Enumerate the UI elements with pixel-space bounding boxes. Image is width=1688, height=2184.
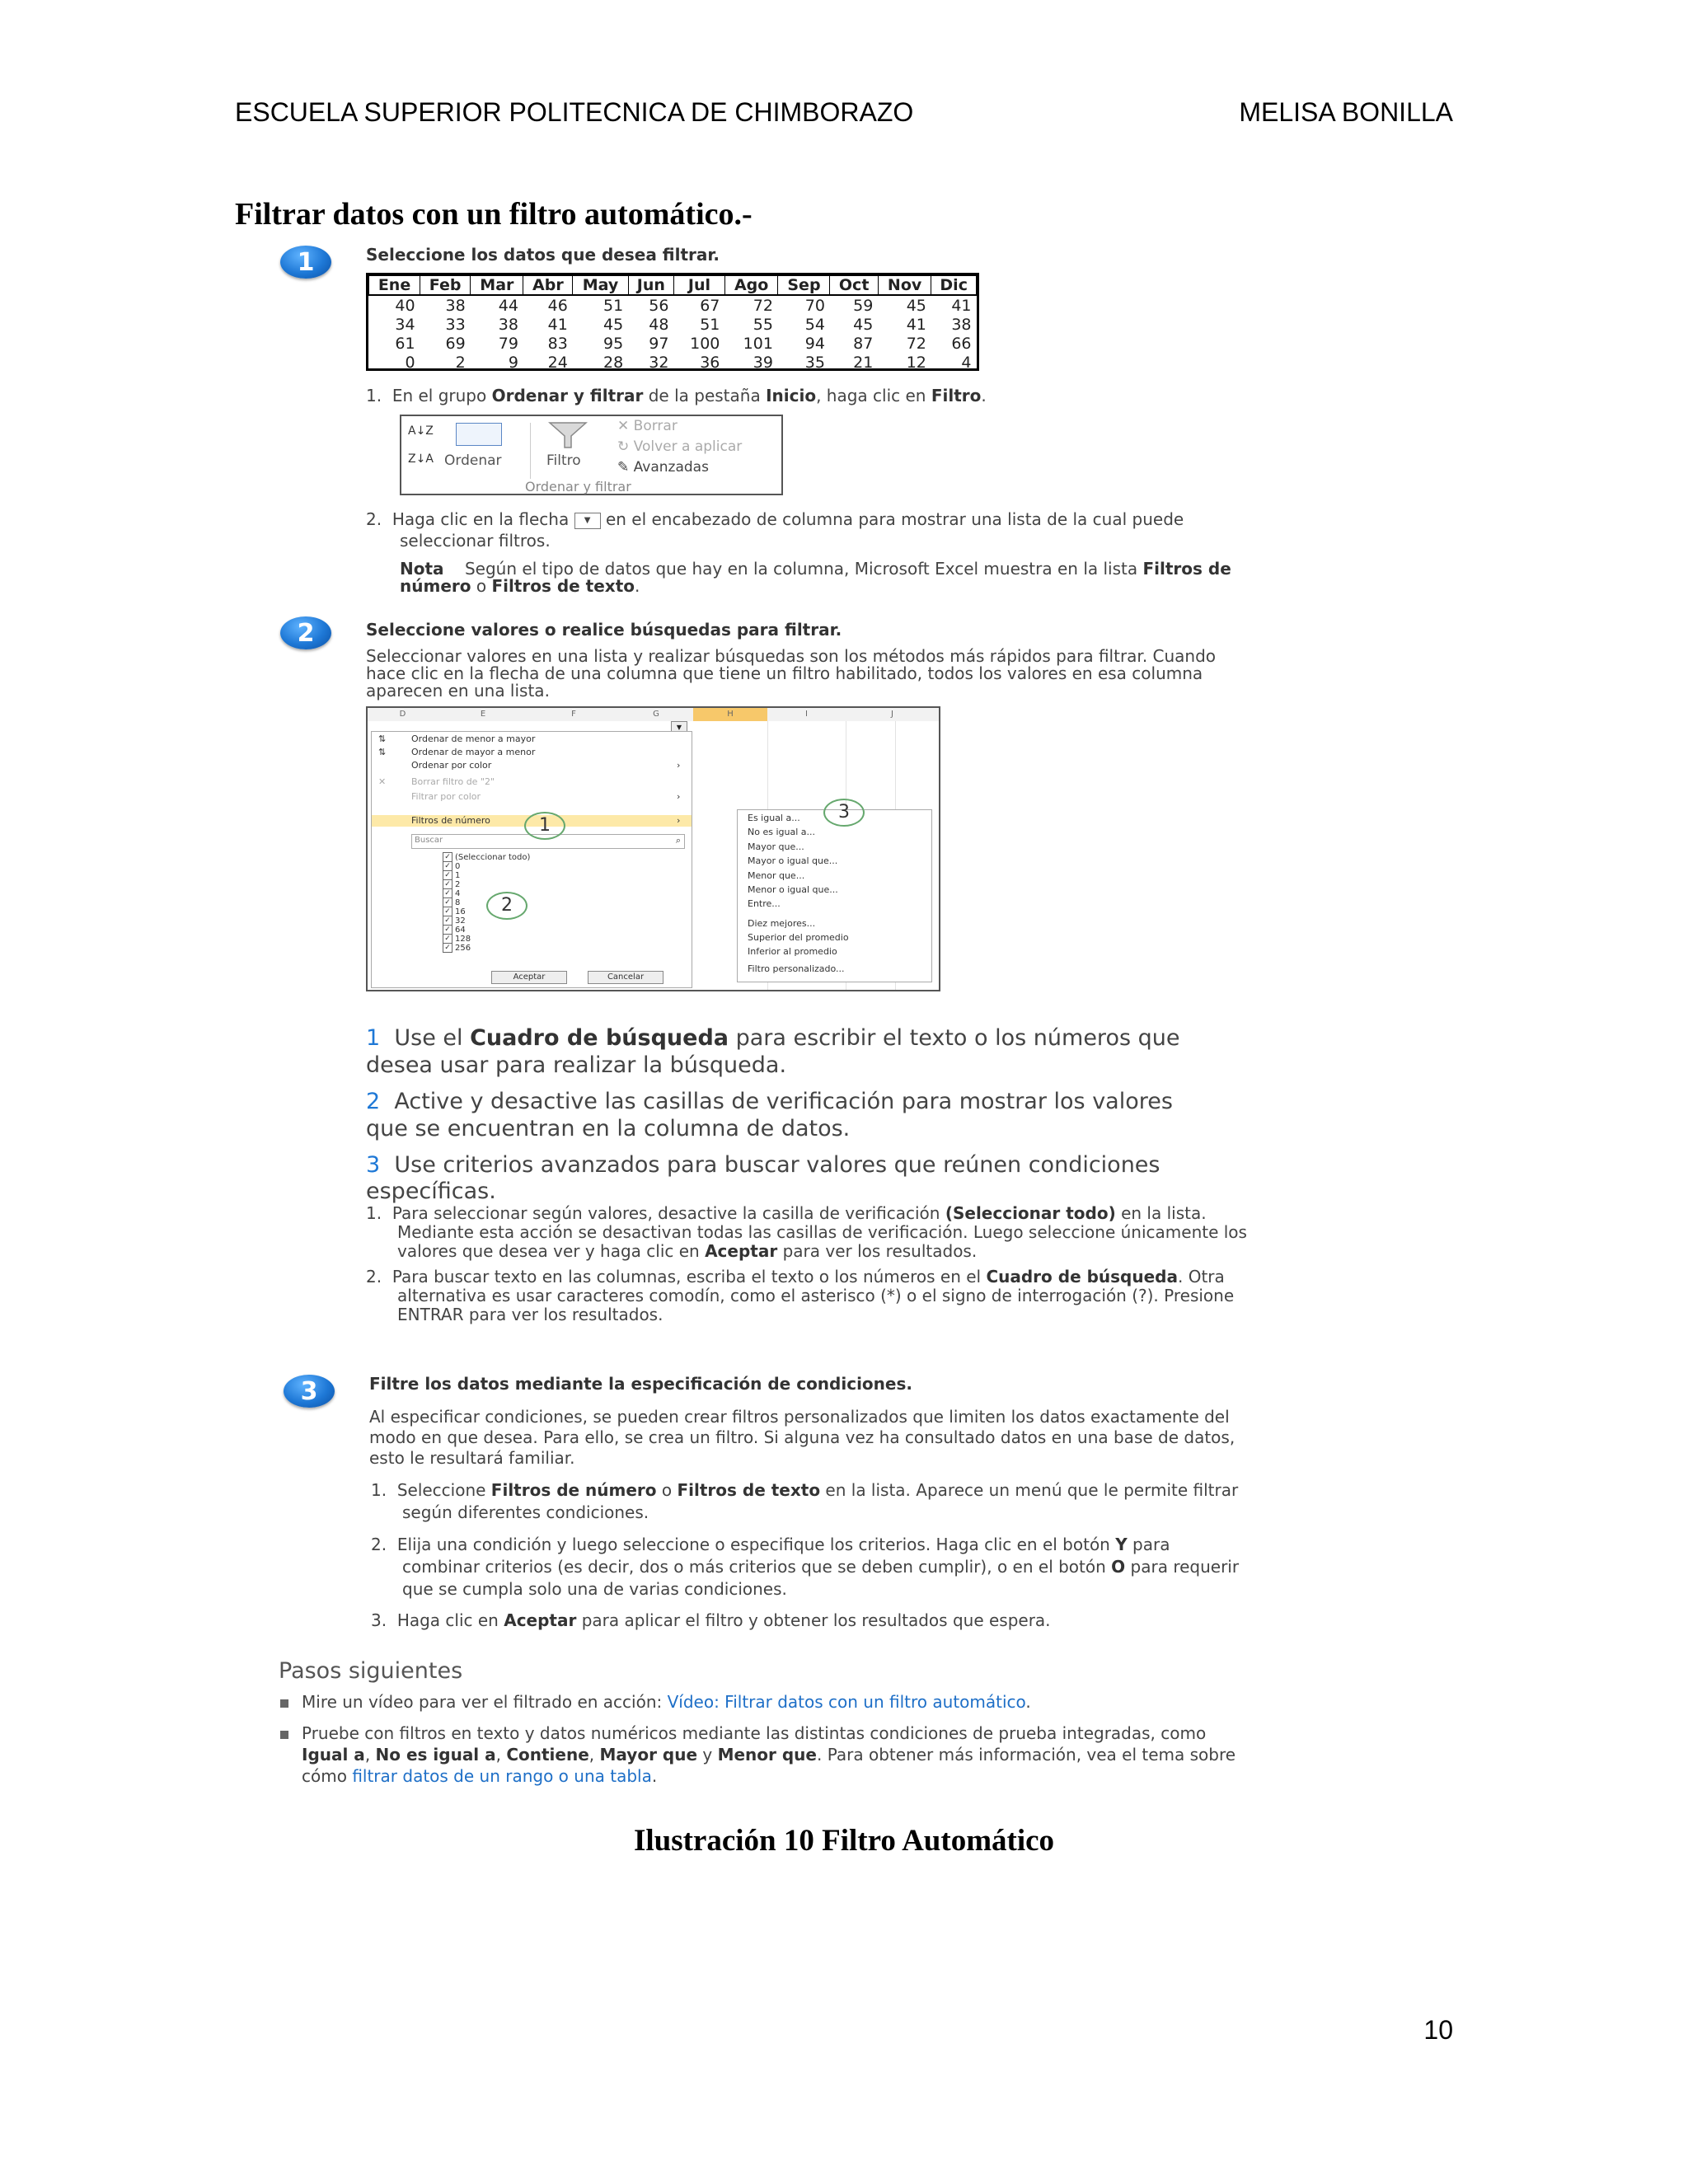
submenu-item[interactable]: Diez mejores... xyxy=(748,917,816,929)
checkbox-check-icon: ✓ xyxy=(443,852,452,862)
submenu-item[interactable]: Filtro personalizado... xyxy=(748,963,845,974)
menu-item[interactable]: Ordenar de menor a mayor xyxy=(411,733,536,744)
table-cell: 44 xyxy=(471,295,523,315)
text: para ver los resultados. xyxy=(777,1241,978,1261)
table-cell: 45 xyxy=(878,295,931,315)
text: Mire un vídeo para ver el filtrado en acción: xyxy=(302,1692,668,1712)
autofilter-menu xyxy=(371,731,692,988)
note-label: Nota xyxy=(400,559,444,579)
step3-item1-cont: según diferentes condiciones. xyxy=(402,1502,649,1522)
bold-text: O xyxy=(1111,1557,1126,1577)
step3-item1 xyxy=(371,1479,1238,1501)
dropdown-arrow-icon: ▼ xyxy=(574,513,601,529)
step1-item2 xyxy=(366,509,1184,530)
clear-filter-icon: ✕ xyxy=(378,776,387,787)
bold-text: Filtros de texto xyxy=(677,1480,821,1500)
checkbox-label: (Seleccionar todo) xyxy=(455,853,531,862)
text: . xyxy=(981,386,987,405)
accept-button[interactable]: Aceptar xyxy=(491,971,567,984)
column-header: H xyxy=(693,708,768,721)
step-badge-3: 3 xyxy=(284,1375,335,1408)
text: o xyxy=(656,1480,678,1500)
submenu-item[interactable]: Menor que... xyxy=(748,869,805,881)
autofilter-screenshot xyxy=(366,706,940,991)
bold-text: Inicio xyxy=(766,386,817,405)
column-header: F xyxy=(528,708,620,721)
table-cell: 94 xyxy=(804,334,825,353)
search-icon: ⌕ xyxy=(675,835,681,846)
point-number: 1 xyxy=(366,1025,381,1051)
table-cell: 72 xyxy=(724,295,778,315)
text: . Otra xyxy=(1177,1267,1225,1286)
next-bullet-2: Pruebe con filtros en texto y datos numéricos mediante las distintas condiciones de prueba integradas, como xyxy=(302,1723,1207,1743)
menu-item-number-filters[interactable]: Filtros de número xyxy=(411,815,490,826)
bold-text: Igual a xyxy=(302,1745,365,1765)
menu-item[interactable]: Ordenar por color xyxy=(411,760,492,771)
table-cell: 40 xyxy=(369,295,420,315)
text: , xyxy=(364,1745,376,1765)
step2-intro-1: Seleccionar valores en una lista y realizar búsquedas son los métodos más rápidos para filtrar. Cuando xyxy=(366,646,1217,666)
figure-caption: Ilustración 10 Filtro Automático xyxy=(633,1824,1055,1858)
bullet-icon xyxy=(280,1699,288,1708)
table-cell: 38 xyxy=(951,315,972,334)
table-header-cell: Ago xyxy=(724,276,778,296)
step3-item3 xyxy=(371,1610,1051,1631)
volver-label: Volver a aplicar xyxy=(633,438,743,455)
step2-note2-l3: ENTRAR para ver los resultados. xyxy=(397,1305,663,1324)
checkbox-check-icon: ✓ xyxy=(443,907,452,916)
table-cell: 21 xyxy=(853,353,874,372)
bold-text: Ordenar y filtrar xyxy=(491,386,644,405)
borrar-label: Borrar xyxy=(633,418,678,434)
step3-item2-l2 xyxy=(402,1556,1239,1577)
step3-item2-l3: que se cumpla solo una de varias condiciones. xyxy=(402,1579,787,1599)
page-number: 10 xyxy=(1423,2015,1453,2045)
point-2 xyxy=(366,1088,1173,1116)
table-cell: 56 xyxy=(628,295,673,315)
column-header: E xyxy=(438,708,529,721)
table-cell: 24 xyxy=(547,353,568,372)
point-2-cont: que se encuentran en la columna de datos. xyxy=(366,1116,851,1141)
submenu-arrow-icon: › xyxy=(677,791,681,802)
text: Elija una condición y luego seleccione o especifique los criterios. Haga clic en el botón xyxy=(396,1535,1116,1554)
table-cell: 38 xyxy=(498,315,518,334)
sort-az-icon[interactable]: A↓Z xyxy=(408,424,434,438)
table-cell: 41 xyxy=(906,315,926,334)
table-header-cell: Jun xyxy=(628,276,673,296)
bold-text: (Seleccionar todo) xyxy=(945,1203,1116,1223)
table-cell: 4 xyxy=(961,353,972,372)
borrar-button[interactable]: ✕ Borrar xyxy=(617,418,678,434)
checkbox-check-icon: ✓ xyxy=(443,861,452,871)
bold-text: Y xyxy=(1115,1535,1128,1554)
list-number: 2. xyxy=(366,1267,382,1286)
step-badge-1: 1 xyxy=(280,246,331,279)
text: . xyxy=(635,576,640,596)
table-cell: 0 xyxy=(405,353,415,372)
submenu-item[interactable]: No es igual a... xyxy=(748,827,815,838)
table-cell: 83 xyxy=(547,334,568,353)
submenu-item[interactable]: Menor o igual que... xyxy=(748,883,838,895)
menu-item[interactable]: Borrar filtro de "2" xyxy=(411,776,495,787)
bold-text: Menor que xyxy=(717,1745,817,1765)
checkbox-check-icon: ✓ xyxy=(443,870,452,880)
table-header-cell: Feb xyxy=(420,276,471,296)
bold-text: Aceptar xyxy=(504,1610,577,1630)
checkbox-check-icon: ✓ xyxy=(443,879,452,889)
bold-text: Filtro xyxy=(931,386,982,405)
table-cell: 45 xyxy=(603,315,624,334)
table-cell: 32 xyxy=(649,353,669,372)
callout-3: 3 xyxy=(823,799,865,827)
table-header-cell: Mar xyxy=(471,276,523,296)
step1-note-cont xyxy=(400,575,640,597)
checkbox-label: 64 xyxy=(455,926,466,935)
submenu-item[interactable]: Es igual a... xyxy=(748,812,800,823)
filtro-button[interactable]: Filtro xyxy=(546,452,581,469)
bold-text: Aceptar xyxy=(705,1241,778,1261)
checkbox-check-icon: ✓ xyxy=(443,934,452,944)
table-cell: 61 xyxy=(395,334,415,353)
step1-item1 xyxy=(366,385,987,406)
text: valores que desea ver y haga clic en xyxy=(397,1241,706,1261)
text: combinar criterios (es decir, dos o más criterios que se deben cumplir), o en el botón xyxy=(402,1557,1112,1577)
text: Use el xyxy=(394,1025,471,1051)
table-cell: 59 xyxy=(830,295,878,315)
step2-heading: Seleccione valores o realice búsquedas para filtrar. xyxy=(366,620,842,640)
checkbox-label: 2 xyxy=(455,880,461,889)
bold-text: Filtros de xyxy=(1142,559,1231,579)
step2-note1-l3 xyxy=(397,1240,977,1262)
step3-intro-3: esto le resultará familiar. xyxy=(369,1448,575,1468)
next-steps-title: Pasos siguientes xyxy=(279,1658,463,1684)
submenu-item[interactable]: Mayor que... xyxy=(748,841,804,852)
text: o xyxy=(471,576,492,596)
table-body xyxy=(369,295,977,372)
text: Use criterios avanzados para buscar valores que reúnen condiciones xyxy=(394,1152,1160,1178)
table-cell: 34 xyxy=(395,315,415,334)
table-cell: 72 xyxy=(906,334,926,353)
video-link[interactable]: Vídeo: Filtrar datos con un filtro automático xyxy=(667,1692,1026,1712)
point-number: 3 xyxy=(366,1152,381,1178)
sort-dialog-icon[interactable] xyxy=(456,423,502,446)
table-cell: 46 xyxy=(523,295,573,315)
avanzadas-label: Avanzadas xyxy=(633,459,709,476)
text: . xyxy=(651,1766,658,1786)
table-cell: 97 xyxy=(649,334,669,353)
table-header-cell: May xyxy=(573,276,628,296)
step3-item2 xyxy=(371,1534,1170,1555)
text: Haga clic en la flecha xyxy=(392,509,570,529)
ribbon-separator xyxy=(530,423,531,479)
bold-text: Contiene xyxy=(506,1745,589,1765)
list-number: 1. xyxy=(366,386,382,405)
step1-item2-cont: seleccionar filtros. xyxy=(400,531,551,551)
ordenar-button[interactable]: Ordenar xyxy=(444,452,502,469)
table-header-cell: Oct xyxy=(830,276,878,296)
submenu-arrow-icon: › xyxy=(677,760,681,771)
table-header-cell: Ene xyxy=(369,276,420,296)
column-header: D xyxy=(368,708,438,721)
cancel-button[interactable]: Cancelar xyxy=(588,971,663,984)
text: , haga clic en xyxy=(816,386,931,405)
table-header-cell: Dic xyxy=(931,276,977,296)
submenu-item[interactable]: Superior del promedio xyxy=(748,931,849,943)
step2-intro-2: hace clic en la flecha de una columna que tiene un filtro habilitado, todos los valores en esa columna xyxy=(366,663,1203,683)
sort-za-icon[interactable]: Z↓A xyxy=(408,452,434,466)
text: Para seleccionar según valores, desactive la casilla de verificación xyxy=(392,1203,945,1223)
table-cell: 45 xyxy=(853,315,874,334)
point-1-cont: desea usar para realizar la búsqueda. xyxy=(366,1052,787,1078)
callout-1: 1 xyxy=(524,812,565,840)
table-cell: 55 xyxy=(753,315,773,334)
sample-data-table xyxy=(366,273,979,371)
filter-range-link[interactable]: filtrar datos de un rango o una tabla xyxy=(352,1766,652,1786)
column-header: I xyxy=(767,708,846,721)
submenu-item[interactable]: Entre... xyxy=(748,898,781,910)
step-badge-2: 2 xyxy=(280,616,331,649)
table-cell: 28 xyxy=(603,353,624,372)
table-cell: 95 xyxy=(603,334,624,353)
step3-heading: Filtre los datos mediante la especificación de condiciones. xyxy=(369,1374,912,1394)
text: Para buscar texto en las columnas, escriba el texto o los números en el xyxy=(392,1267,987,1286)
text: en el encabezado de columna para mostrar una lista de la cual puede xyxy=(605,509,1184,529)
next-bullet-2-l2 xyxy=(302,1744,1236,1765)
filter-checkbox[interactable] xyxy=(443,943,471,953)
text: Active y desactive las casillas de verificación para mostrar los valores xyxy=(394,1089,1173,1114)
text: En el grupo xyxy=(392,386,492,405)
text: para escribir el texto o los números que xyxy=(729,1025,1180,1051)
table-cell: 48 xyxy=(649,315,669,334)
point-1 xyxy=(366,1024,1179,1052)
table-cell: 51 xyxy=(700,315,720,334)
bold-text: Cuadro de búsqueda xyxy=(986,1267,1178,1286)
checkbox-check-icon: ✓ xyxy=(443,916,452,926)
table-cell: 54 xyxy=(804,315,825,334)
table-row xyxy=(369,295,977,315)
filter-dropdown-arrow[interactable]: ▼ xyxy=(671,721,687,734)
table-cell: 101 xyxy=(743,334,773,353)
submenu-item[interactable]: Inferior al promedio xyxy=(748,946,837,958)
text: cómo xyxy=(302,1766,353,1786)
table-cell: 41 xyxy=(931,295,977,315)
next-bullet-1 xyxy=(302,1691,1031,1713)
sort-desc-icon: ⇅ xyxy=(378,747,387,757)
avanzadas-button[interactable]: ✎ Avanzadas xyxy=(617,459,709,476)
list-number: 1. xyxy=(366,1203,382,1223)
table-cell: 2 xyxy=(455,353,466,372)
table-header-cell: Nov xyxy=(878,276,931,296)
checkbox-label: 1 xyxy=(455,871,461,880)
checkbox-label: 0 xyxy=(455,862,461,871)
section-title: Filtrar datos con un filtro automático.- xyxy=(235,197,753,232)
submenu-item[interactable]: Mayor o igual que... xyxy=(748,855,838,867)
table-header-cell: Abr xyxy=(523,276,573,296)
menu-item[interactable]: Ordenar de mayor a menor xyxy=(411,747,536,757)
table-cell: 39 xyxy=(753,353,773,372)
table-cell: 70 xyxy=(778,295,830,315)
callout-2: 2 xyxy=(486,892,528,920)
text: , xyxy=(588,1745,600,1765)
table-cell: 35 xyxy=(804,353,825,372)
list-number: 3. xyxy=(371,1610,387,1630)
text: Haga clic en xyxy=(396,1610,504,1630)
menu-item[interactable]: Filtrar por color xyxy=(411,791,481,802)
table-cell: 9 xyxy=(508,353,518,372)
table-cell: 79 xyxy=(498,334,518,353)
text: en la lista. xyxy=(1115,1203,1207,1223)
table-header-cell: Sep xyxy=(778,276,830,296)
sort-asc-icon: ⇅ xyxy=(378,733,387,744)
text: y xyxy=(697,1745,718,1765)
step2-note1-l2: Mediante esta acción se desactivan todas las casillas de verificación. Luego seleccione únicamente los xyxy=(397,1222,1247,1242)
step2-note2-l2: alternativa es usar caracteres comodín, como el asterisco (*) o el signo de interrogación (?). Presione xyxy=(397,1286,1235,1305)
bold-text: Filtros de número xyxy=(490,1480,657,1500)
table-row xyxy=(369,334,977,353)
table-cell: 38 xyxy=(420,295,471,315)
volver-aplicar-button[interactable]: ↻ Volver a aplicar xyxy=(617,438,743,455)
checkbox-label: 8 xyxy=(455,898,461,907)
table-cell: 87 xyxy=(853,334,874,353)
step3-intro-2: modo en que desea. Para ello, se crea un filtro. Si alguna vez ha consultado datos en una base de datos, xyxy=(369,1427,1236,1447)
table-cell: 69 xyxy=(445,334,466,353)
point-number: 2 xyxy=(366,1089,381,1114)
list-number: 1. xyxy=(371,1480,387,1500)
checkbox-label: 256 xyxy=(455,944,471,953)
submenu-arrow-icon: › xyxy=(677,815,681,826)
checkbox-label: 32 xyxy=(455,916,466,926)
text: . xyxy=(1025,1692,1031,1712)
text: , xyxy=(495,1745,507,1765)
table-cell: 67 xyxy=(673,295,724,315)
table-row xyxy=(369,315,977,334)
checkbox-check-icon: ✓ xyxy=(443,898,452,907)
checkbox-check-icon: ✓ xyxy=(443,925,452,935)
table-cell: 33 xyxy=(445,315,466,334)
bullet-icon xyxy=(280,1731,288,1739)
checkbox-label: 4 xyxy=(455,889,461,898)
text: de la pestaña xyxy=(643,386,767,405)
bold-text: No es igual a xyxy=(375,1745,496,1765)
checkbox-check-icon: ✓ xyxy=(443,943,452,953)
text: . Para obtener más información, vea el tema sobre xyxy=(816,1745,1236,1765)
text: para aplicar el filtro y obtener los resultados que espera. xyxy=(576,1610,1051,1630)
table-row xyxy=(369,353,977,372)
text: para requerir xyxy=(1125,1557,1240,1577)
bold-text: Cuadro de búsqueda xyxy=(470,1025,729,1051)
table-cell: 41 xyxy=(547,315,568,334)
checkbox-label: 128 xyxy=(455,935,471,944)
point-3 xyxy=(366,1151,1160,1179)
step3-intro-1: Al especificar condiciones, se pueden crear filtros personalizados que limiten los datos exactamente del xyxy=(369,1407,1230,1427)
table-cell: 66 xyxy=(951,334,972,353)
list-number: 2. xyxy=(371,1535,387,1554)
list-number: 2. xyxy=(366,509,382,529)
column-header: J xyxy=(846,708,940,721)
header-school: ESCUELA SUPERIOR POLITECNICA DE CHIMBORAZO xyxy=(235,97,914,127)
next-bullet-2-l3 xyxy=(302,1765,657,1787)
table-cell: 51 xyxy=(573,295,628,315)
table-header-row xyxy=(369,276,977,296)
step2-intro-3: aparecen en una lista. xyxy=(366,681,550,701)
step1-heading: Seleccione los datos que desea filtrar. xyxy=(366,245,720,265)
point-3-cont: específicas. xyxy=(366,1179,496,1204)
column-header: G xyxy=(619,708,694,721)
text: para xyxy=(1127,1535,1170,1554)
checkbox-label: 16 xyxy=(455,907,466,916)
search-placeholder: Buscar xyxy=(415,836,443,845)
checkbox-check-icon: ✓ xyxy=(443,888,452,898)
bold-text: Mayor que xyxy=(599,1745,698,1765)
header-author: MELISA BONILLA xyxy=(1239,97,1453,127)
table-header-cell: Jul xyxy=(673,276,724,296)
table-cell: 100 xyxy=(690,334,720,353)
text: Seleccione xyxy=(396,1480,491,1500)
text: Según el tipo de datos que hay en la columna, Microsoft Excel muestra en la lista xyxy=(464,559,1143,579)
table-cell: 36 xyxy=(700,353,720,372)
sort-filter-ribbon xyxy=(400,415,783,495)
funnel-icon[interactable] xyxy=(548,421,588,449)
text: en la lista. Aparece un menú que le permite filtrar xyxy=(820,1480,1239,1500)
ribbon-group-label: Ordenar y filtrar xyxy=(525,479,631,494)
bold-text: número xyxy=(400,576,471,596)
table-cell: 12 xyxy=(906,353,926,372)
bold-text: Filtros de texto xyxy=(491,576,635,596)
number-filters-submenu xyxy=(737,809,932,982)
